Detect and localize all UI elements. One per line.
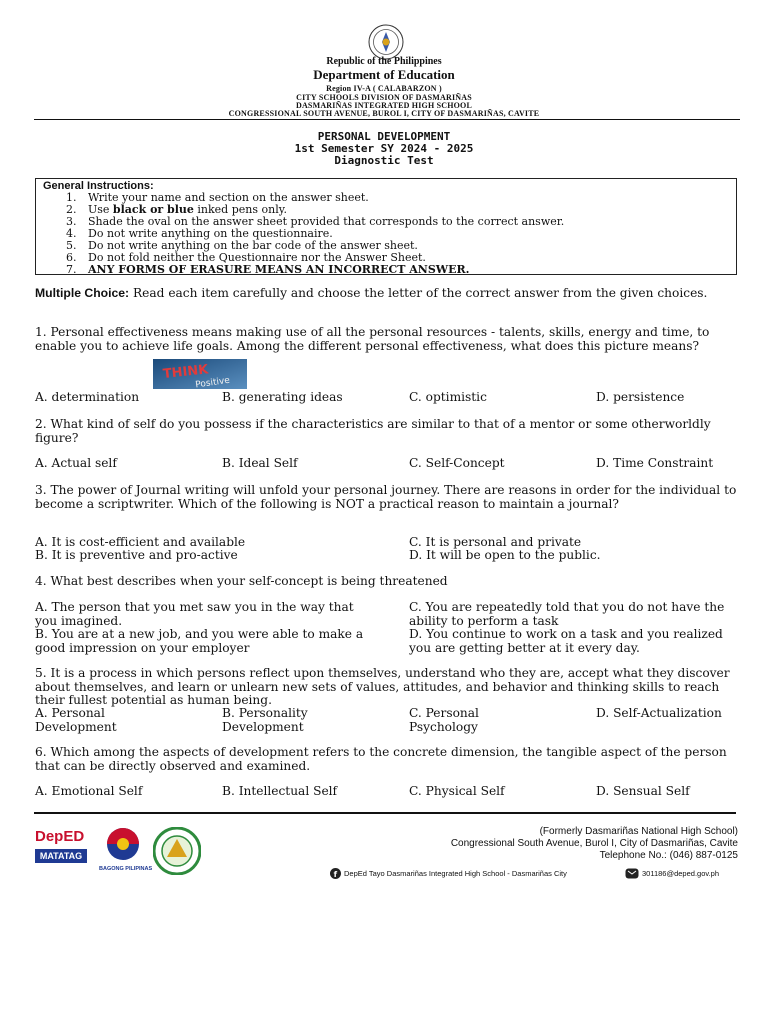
q3-option-d: D. It will be open to the public. [409, 548, 601, 562]
q5-option-b: B. Personality Development [222, 706, 308, 734]
bagong-pilipinas-icon [99, 826, 147, 862]
question-4-stem: 4. What best describes when your self-concept is being threatened [35, 574, 448, 588]
instruction-number: 6. [66, 251, 77, 264]
instruction-text-bold: black or blue [112, 203, 194, 216]
semester-title: 1st Semester SY 2024 - 2025 [294, 142, 474, 155]
address-line: CONGRESSIONAL SOUTH AVENUE, BUROL I, CITY OF DASMARIÑAS, CAVITE [228, 109, 540, 118]
footer-address: Congressional South Avenue, Burol I, City of Dasmariñas, Cavite [450, 838, 738, 849]
mc-text: Read each item carefully and choose the letter of the correct answer from the given choices. [129, 286, 708, 300]
q1-option-c: C. optimistic [409, 390, 487, 404]
q1-option-a: A. determination [35, 390, 140, 404]
instruction-item [66, 264, 564, 276]
q6-option-a: A. Emotional Self [35, 784, 143, 798]
deped-seal-icon [368, 24, 404, 60]
q2-option-c: C. Self-Concept [409, 456, 505, 470]
q6-option-d: D. Sensual Self [596, 784, 690, 798]
deped-matatag-logo [35, 828, 87, 876]
matatag-wordmark: MATATAG [35, 849, 87, 863]
email-icon [625, 868, 639, 879]
question-5-stem: 5. It is a process in which persons reflect upon themselves, understand who they are, accept what they discover about themselves, and learn or unlearn new sets of values, attitudes, and behavior and thinking skills to reach their fullest potential as human being. [35, 666, 730, 707]
q5-option-a: A. Personal Development [35, 706, 117, 734]
q4-option-a: A. The person that you met saw you in the way that you imagined. [35, 600, 354, 628]
instruction-text-pre: Do not write anything on the questionnaire. [88, 227, 333, 240]
footer-formerly: (Formerly Dasmariñas National High School) [539, 826, 738, 837]
region-line: Region IV-A ( CALABARZON ) [326, 84, 442, 93]
q3-option-a: A. It is cost-efficient and available [35, 535, 246, 549]
think-positive-icon [153, 359, 247, 389]
instructions-list [66, 192, 564, 276]
instruction-number: 2. [66, 203, 77, 216]
mc-directions [35, 287, 740, 301]
instructions-box [35, 178, 737, 275]
instruction-number: 7. [66, 263, 77, 276]
question-1-stem: 1. Personal effectiveness means making use of all the personal resources - talents, skills, energy and time, to enable you to achieve life goals. Among the different personal effectiveness, what does this picture means? [35, 325, 710, 353]
school-seal-icon [153, 827, 201, 875]
header-divider [34, 119, 740, 120]
q4-option-c: C. You are repeatedly told that you do not have the ability to perform a task [409, 600, 725, 628]
q6-option-b: B. Intellectual Self [222, 784, 338, 798]
question-3-stem: 3. The power of Journal writing will unfold your personal journey. There are reasons in order for the individual to become a scriptwriter. Which of the following is NOT a practical reason to maintain a journal? [35, 483, 737, 511]
subject-title: PERSONAL DEVELOPMENT [317, 130, 451, 143]
instruction-number: 4. [66, 227, 77, 240]
facebook-icon [330, 868, 341, 879]
bagong-pilipinas-text: BAGONG PILIPINAS [99, 866, 153, 872]
instruction-number: 5. [66, 239, 77, 252]
footer-telephone: Telephone No.: (046) 887-0125 [599, 850, 738, 861]
instruction-text-pre: Write your name and section on the answer sheet. [88, 191, 369, 204]
footer-email: 301186@deped.gov.ph [642, 869, 719, 878]
instruction-text-pre: Use [88, 203, 113, 216]
q4-option-b: B. You are at a new job, and you were able to make a good impression on your employer [35, 627, 364, 655]
footer-divider [34, 812, 736, 814]
think-positive-image [153, 359, 247, 389]
instruction-text-pre: Do not fold neither the Questionnaire nor the Answer Sheet. [88, 251, 426, 264]
deped-wordmark: DepED [35, 828, 85, 845]
instructions-heading: General Instructions: [43, 180, 154, 192]
instruction-text-pre: Do not write anything on the bar code of the answer sheet. [88, 239, 418, 252]
department-line: Department of Education [313, 67, 455, 82]
q5-option-d: D. Self-Actualization [596, 706, 722, 720]
division-line: CITY SCHOOLS DIVISION OF DASMARIÑAS [296, 93, 472, 102]
q1-option-d: D. persistence [596, 390, 685, 404]
question-2-stem: 2. What kind of self do you possess if the characteristics are similar to that of a mentor or some otherworldly figure? [35, 417, 711, 445]
q6-option-c: C. Physical Self [409, 784, 505, 798]
mc-label: Multiple Choice: [35, 286, 130, 300]
test-title: Diagnostic Test [334, 154, 434, 167]
svg-text:THINK: THINK [162, 362, 210, 383]
school-line: DASMARIÑAS INTEGRATED HIGH SCHOOL [295, 101, 473, 110]
q5-option-c: C. Personal Psychology [409, 706, 479, 734]
q3-option-b: B. It is preventive and pro-active [35, 548, 238, 562]
q1-option-b: B. generating ideas [222, 390, 343, 404]
instruction-text-post: inked pens only. [193, 203, 287, 216]
instruction-number: 1. [66, 191, 77, 204]
q2-option-a: A. Actual self [35, 456, 117, 470]
bagong-pilipinas-logo [99, 826, 153, 872]
q2-option-b: B. Ideal Self [222, 456, 298, 470]
instruction-text-pre: Shade the oval on the answer sheet provided that corresponds to the correct answer. [88, 215, 565, 228]
q2-option-d: D. Time Constraint [596, 456, 714, 470]
footer-facebook: DepEd Tayo Dasmariñas Integrated High School - Dasmariñas City [344, 869, 567, 878]
q4-option-d: D. You continue to work on a task and you realized you are getting better at it every day. [409, 627, 723, 655]
svg-text:Positive: Positive [194, 375, 231, 389]
instruction-number: 3. [66, 215, 77, 228]
instruction-text-bold: ANY FORMS OF ERASURE MEANS AN INCORRECT ANSWER. [88, 263, 470, 276]
question-6-stem: 6. Which among the aspects of development refers to the concrete dimension, the tangible aspect of the person that can be directly observed and examined. [35, 745, 727, 773]
q3-option-c: C. It is personal and private [409, 535, 582, 549]
svg-text:f: f [333, 870, 338, 879]
republic-line: Republic of the Philippines [326, 56, 442, 67]
